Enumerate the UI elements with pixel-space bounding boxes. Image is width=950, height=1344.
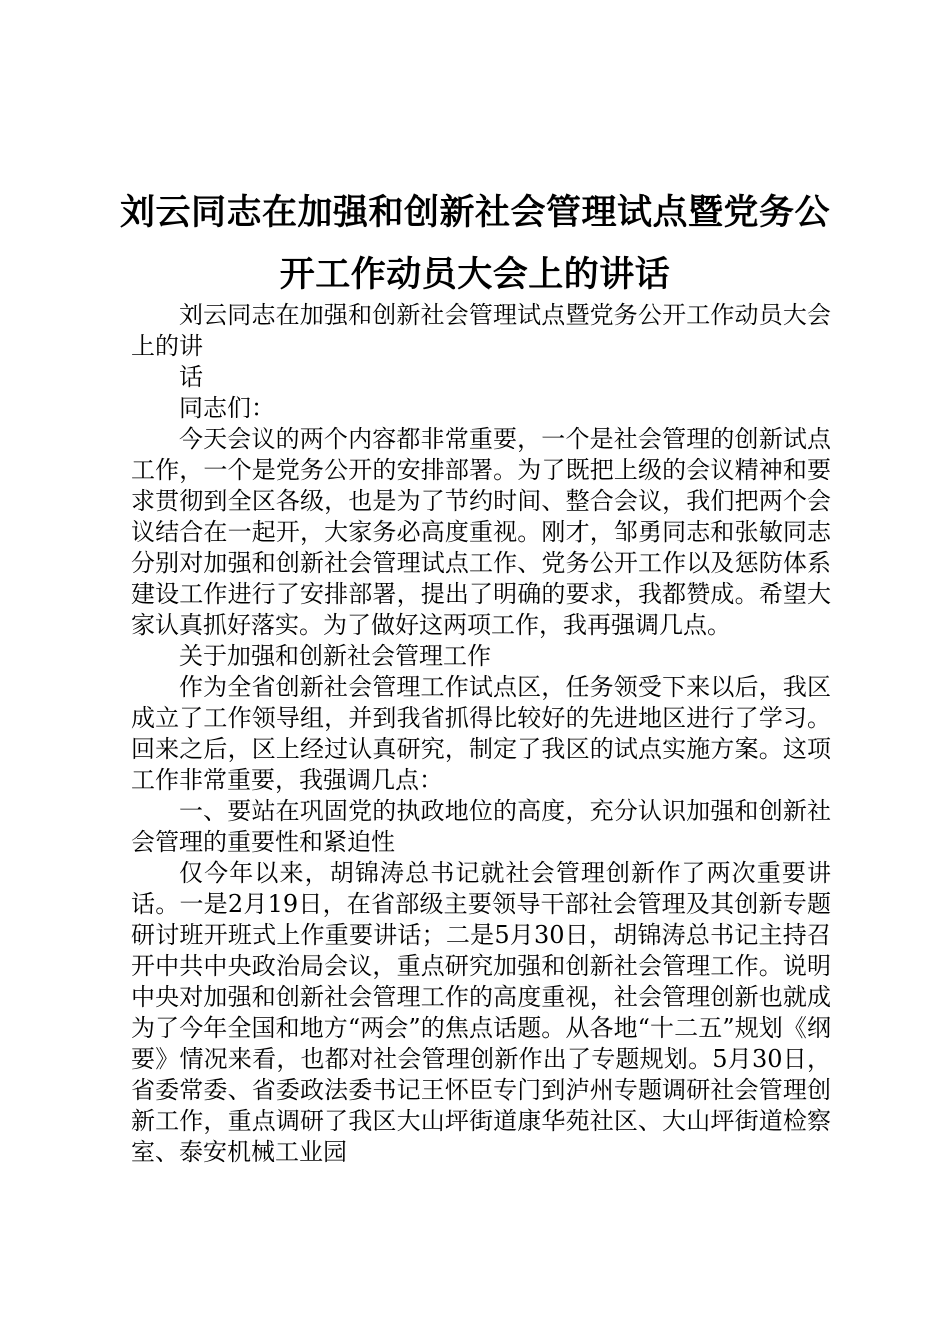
- paragraph-section-heading: 关于加强和创新社会管理工作: [179, 642, 491, 670]
- paragraph-salutation: 同志们：: [179, 394, 275, 422]
- title-line-2: 开工作动员大会上的讲话: [279, 254, 671, 295]
- paragraph-subtitle-end: 话: [179, 363, 203, 391]
- paragraph-pilot: 作为全省创新社会管理工作试点区，任务领受下来以后，我区成立了工作领导组，并到我省抓得比较好的先进地区进行了学习。回来之后，区上经过认真研究，制定了我区的试点实施方案。这项工作非常重要，我强调几点：: [131, 673, 831, 794]
- title-line-1: 刘云同志在加强和创新社会管理试点暨党务公: [119, 192, 830, 233]
- document-body: [131, 300, 831, 1168]
- paragraph-intro: 今天会议的两个内容都非常重要，一个是社会管理的创新试点工作，一个是党务公开的安排部署。为了既把上级的会议精神和要求贯彻到全区各级，也是为了节约时间、整合会议，我们把两个会议结合在一起开，大家务必高度重视。刚才，邹勇同志和张敏同志分别对加强和创新社会管理试点工作、党务公开工作以及惩防体系建设工作进行了安排部署，提出了明确的要求，我都赞成。希望大家认真抓好落实。为了做好这两项工作，我再强调几点。: [131, 425, 831, 639]
- paragraph-speeches: 仅今年以来，胡锦涛总书记就社会管理创新作了两次重要讲话。一是2月19日，在省部级主要领导干部社会管理及其创新专题研讨班开班式上作重要讲话；二是5月30日，胡锦涛总书记主持召开中共中央政治局会议，重点研究加强和创新社会管理工作。说明中央对加强和创新社会管理工作的高度重视，社会管理创新也就成为了今年全国和地方“两会”的焦点话题。从各地“十二五”规划《纲要》情况来看，也都对社会管理创新作出了专题规划。5月30日，省委常委、省委政法委书记王怀臣专门到泸州专题调研社会管理创新工作，重点调研了我区大山坪街道康华苑社区、大山坪街道检察室、泰安机械工业园: [131, 859, 831, 1166]
- paragraph-point-one: 一、要站在巩固党的执政地位的高度，充分认识加强和创新社会管理的重要性和紧迫性: [131, 797, 831, 856]
- document-title: [110, 182, 840, 306]
- paragraph-subtitle: 刘云同志在加强和创新社会管理试点暨党务公开工作动员大会上的讲: [131, 301, 831, 360]
